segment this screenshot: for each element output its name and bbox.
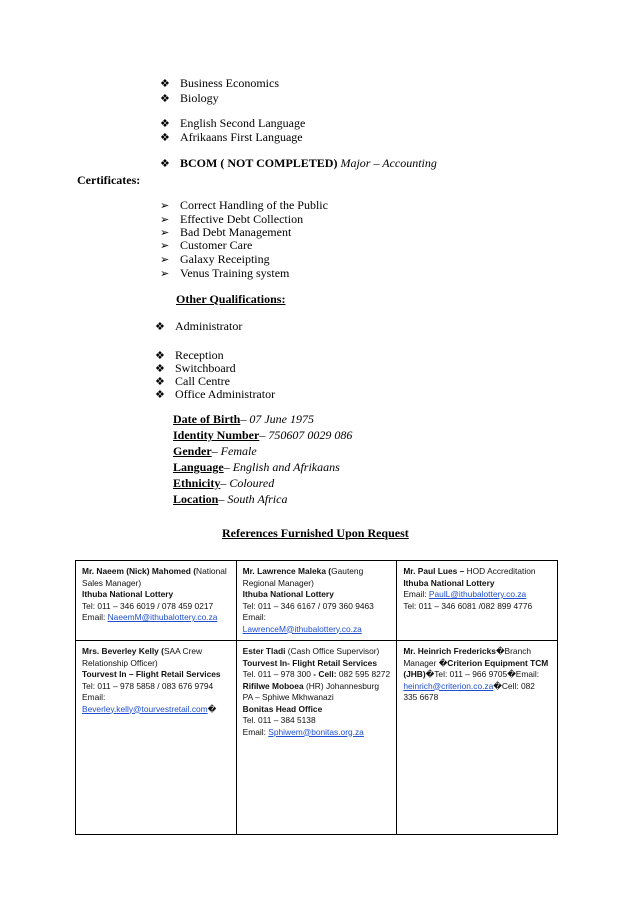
qualification-item: ❖ Switchboard bbox=[155, 361, 236, 375]
qualification-item: ❖ Office Administrator bbox=[155, 387, 276, 401]
qualification-item: ❖ Reception bbox=[155, 348, 224, 362]
id-row: Identity Number– 750607 0029 086 bbox=[173, 428, 353, 442]
language-row: Language– English and Afrikaans bbox=[173, 460, 340, 474]
certificate-item: ➢ Effective Debt Collection bbox=[160, 212, 304, 226]
reference-cell: Mr. Heinrich Fredericks�Branch Manager �Criterion Equipment TCM (JHB)�Tel: 011 – 966 9705�Email: heinrich@criterion.co.za�Cell: 082 335 6678 bbox=[397, 641, 558, 835]
dob-row: Date of Birth– 07 June 1975 bbox=[173, 412, 314, 426]
arrow-bullet-icon: ➢ bbox=[160, 214, 170, 226]
diamond-bullet-icon: ❖ bbox=[155, 389, 165, 401]
personal-details bbox=[173, 411, 352, 507]
subject-item: ❖ Afrikaans First Language bbox=[160, 130, 303, 144]
certificate-item: ➢ Customer Care bbox=[160, 238, 253, 252]
diamond-bullet-icon: ❖ bbox=[155, 321, 165, 333]
subject-item: ❖ Biology bbox=[160, 91, 219, 105]
email-link[interactable]: LawrenceM@ithubalottery.co.za bbox=[242, 623, 362, 634]
email-link[interactable]: heinrich@criterion.co.za bbox=[403, 680, 494, 691]
certificates-heading: Certificates: bbox=[77, 173, 141, 187]
location-row: Location– South Africa bbox=[173, 492, 288, 506]
diamond-bullet-icon: ❖ bbox=[155, 376, 165, 388]
arrow-bullet-icon: ➢ bbox=[160, 268, 170, 280]
arrow-bullet-icon: ➢ bbox=[160, 200, 170, 212]
diamond-bullet-icon: ❖ bbox=[160, 118, 170, 130]
email-link[interactable]: PaulL@ithubalottery.co.za bbox=[428, 589, 527, 599]
email-link[interactable]: Sphiwem@bonitas.org.za bbox=[268, 726, 364, 737]
diamond-bullet-icon: ❖ bbox=[160, 132, 170, 144]
bcom-item: ❖ BCOM ( NOT COMPLETED) Major – Accounting bbox=[160, 156, 437, 170]
qualification-item: ❖ Call Centre bbox=[155, 374, 230, 388]
reference-cell: Mr. Paul Lues – HOD Accreditation Ithuba National Lottery Email: PaulL@ithubalottery.co.za Tel: 011 – 346 6081 /082 899 4776 bbox=[397, 561, 558, 641]
references-heading: References Furnished Upon Request bbox=[222, 526, 409, 540]
certificate-item: ➢ Venus Training system bbox=[160, 266, 290, 280]
reference-cell: Mrs. Beverley Kelly (SAA Crew Relationship Officer) Tourvest In – Flight Retail Services Tel: 011 – 978 5858 / 083 676 9794 Email: Beverley.kelly@tourvestretail.com� bbox=[76, 641, 237, 835]
email-link[interactable]: NaeemM@ithubalottery.co.za bbox=[107, 612, 218, 622]
references-table bbox=[75, 560, 558, 835]
reference-cell: Mr. Naeem (Nick) Mahomed (National Sales Manager) Ithuba National Lottery Tel: 011 – 346 6019 / 078 459 0217 Email: NaeemM@ithubalottery.co.za bbox=[76, 561, 237, 641]
arrow-bullet-icon: ➢ bbox=[160, 240, 170, 252]
diamond-bullet-icon: ❖ bbox=[155, 350, 165, 362]
diamond-bullet-icon: ❖ bbox=[155, 363, 165, 375]
certificate-item: ➢ Bad Debt Management bbox=[160, 225, 292, 239]
other-qualifications-heading: Other Qualifications: bbox=[176, 292, 286, 306]
diamond-bullet-icon: ❖ bbox=[160, 78, 170, 90]
subject-item: ❖ English Second Language bbox=[160, 116, 306, 130]
certificate-item: ➢ Galaxy Receipting bbox=[160, 252, 270, 266]
qualification-item: ❖ Administrator bbox=[155, 319, 243, 333]
subject-item: ❖ Business Economics bbox=[160, 76, 279, 90]
arrow-bullet-icon: ➢ bbox=[160, 227, 170, 239]
table-row bbox=[76, 641, 558, 835]
ethnicity-row: Ethnicity– Coloured bbox=[173, 476, 275, 490]
table-row bbox=[76, 561, 558, 641]
gender-row: Gender– Female bbox=[173, 444, 257, 458]
diamond-bullet-icon: ❖ bbox=[160, 93, 170, 105]
reference-cell: Mr. Lawrence Maleka (Gauteng Regional Manager) Ithuba National Lottery Tel: 011 – 346 6167 / 079 360 9463 Email: LawrenceM@ithubalottery.co.za bbox=[236, 561, 397, 641]
certificate-item: ➢ Correct Handling of the Public bbox=[160, 198, 328, 212]
reference-cell: Ester Tladi (Cash Office Supervisor) Tourvest In- Flight Retail Services Tel. 011 – 978 300 - Cell: 082 595 8272 Rifilwe Moboea (HR) Johannesburg PA – Sphiwe Mkhwanazi Bonitas Head Office Tel. 011 – 384 5138 Email: Sphiwem@bonitas.org.za bbox=[236, 641, 397, 835]
arrow-bullet-icon: ➢ bbox=[160, 254, 170, 266]
email-link[interactable]: Beverley.kelly@tourvestretail.com bbox=[82, 703, 208, 714]
diamond-bullet-icon: ❖ bbox=[160, 158, 170, 170]
